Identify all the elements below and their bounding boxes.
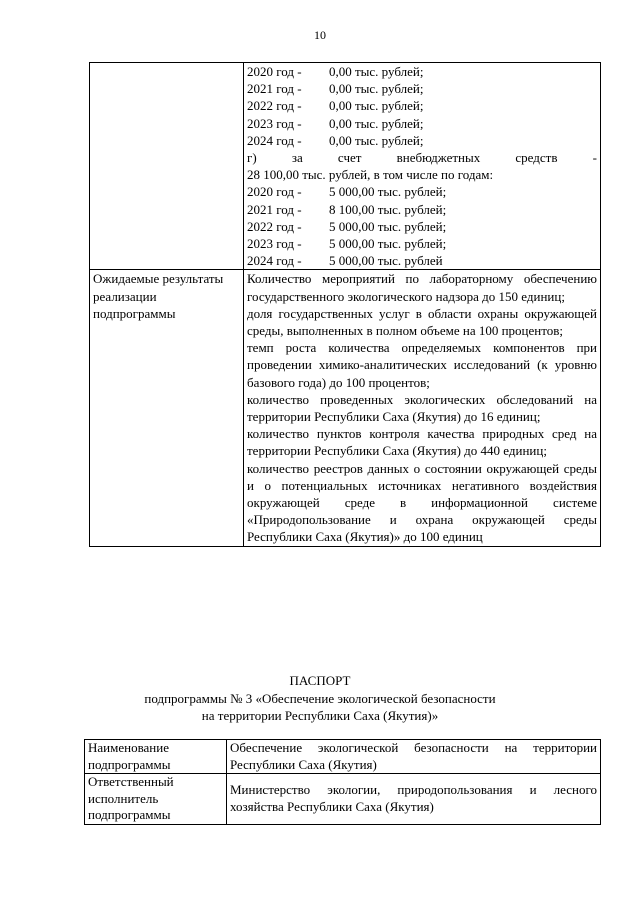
row-value: Обеспечение экологической безопасности на территории Республики Саха (Якутия) bbox=[227, 740, 601, 774]
extrabudget-total: 28 100,00 тыс. рублей, в том числе по годам: bbox=[247, 167, 494, 183]
passport-subtitle-line1: подпрограммы № 3 «Обеспечение экологической безопасности bbox=[144, 690, 496, 706]
table-row bbox=[85, 740, 601, 774]
table-row bbox=[90, 270, 601, 546]
result-item: количество реестров данных о состоянии окружающей среды и о потенциальных источниках негативного воздействия окружающей среде в информационной системе «Природопользование и охрана окружающей среды Республики Саха (Якутия)» до 100 единиц bbox=[247, 460, 597, 545]
funding-line: 2024 год - 0,00 тыс. рублей; bbox=[247, 132, 424, 148]
funding-line: 2022 год - 5 000,00 тыс. рублей; bbox=[247, 218, 447, 234]
funding-line: 2023 год - 5 000,00 тыс. рублей; bbox=[247, 236, 447, 252]
table-row bbox=[90, 63, 601, 270]
results-label: Ожидаемые результаты реализации подпрограммы bbox=[90, 270, 244, 546]
funding-line: 2021 год - 0,00 тыс. рублей; bbox=[247, 81, 424, 97]
page-number: 10 bbox=[314, 28, 326, 42]
result-item: количество пунктов контроля качества природных сред на территории Республики Саха (Якутия) до 440 единиц; bbox=[247, 426, 597, 459]
result-item: темп роста количества определяемых компонентов при проведении химико-аналитических исследований (к уровню базового года) до 100 процентов; bbox=[247, 340, 597, 390]
subprogram-3-passport-table bbox=[84, 739, 601, 825]
funding-line: 2021 год - 8 100,00 тыс. рублей; bbox=[247, 201, 447, 217]
row-value: Министерство экологии, природопользования и лесного хозяйства Республики Саха (Якутия) bbox=[227, 774, 601, 825]
results-cell bbox=[244, 270, 601, 546]
funding-line: 2023 год - 0,00 тыс. рублей; bbox=[247, 115, 424, 131]
result-item: доля государственных услуг в области охраны окружающей среды, выполненных в полном объеме на 100 процентов; bbox=[247, 305, 597, 339]
extrabudget-line: г) за счет внебюджетных средств - bbox=[247, 150, 597, 166]
funding-line: 2020 год - 0,00 тыс. рублей; bbox=[247, 64, 424, 79]
empty-label-cell bbox=[90, 63, 244, 270]
passport-subtitle-line2: на территории Республики Саха (Якутия)» bbox=[201, 708, 439, 723]
funding-cell bbox=[244, 63, 601, 270]
passport-title bbox=[0, 672, 640, 725]
row-label: Ответственный исполнитель подпрограммы bbox=[85, 774, 227, 825]
result-item: количество проведенных экологических обследований на территории Республики Саха (Якутия) до 16 единиц; bbox=[247, 391, 597, 425]
funding-line: 2022 год - 0,00 тыс. рублей; bbox=[247, 98, 424, 114]
result-item: Количество мероприятий по лабораторному обеспечению государственного экологического надзора до 150 единиц; bbox=[247, 271, 597, 304]
passport-table-continued bbox=[89, 62, 601, 547]
table-row bbox=[85, 774, 601, 825]
passport-heading: ПАСПОРТ bbox=[289, 673, 351, 688]
funding-line: 2024 год - 5 000,00 тыс. рублей bbox=[247, 253, 443, 269]
row-label: Наименование подпрограммы bbox=[85, 740, 227, 774]
funding-line: 2020 год - 5 000,00 тыс. рублей; bbox=[247, 184, 447, 200]
